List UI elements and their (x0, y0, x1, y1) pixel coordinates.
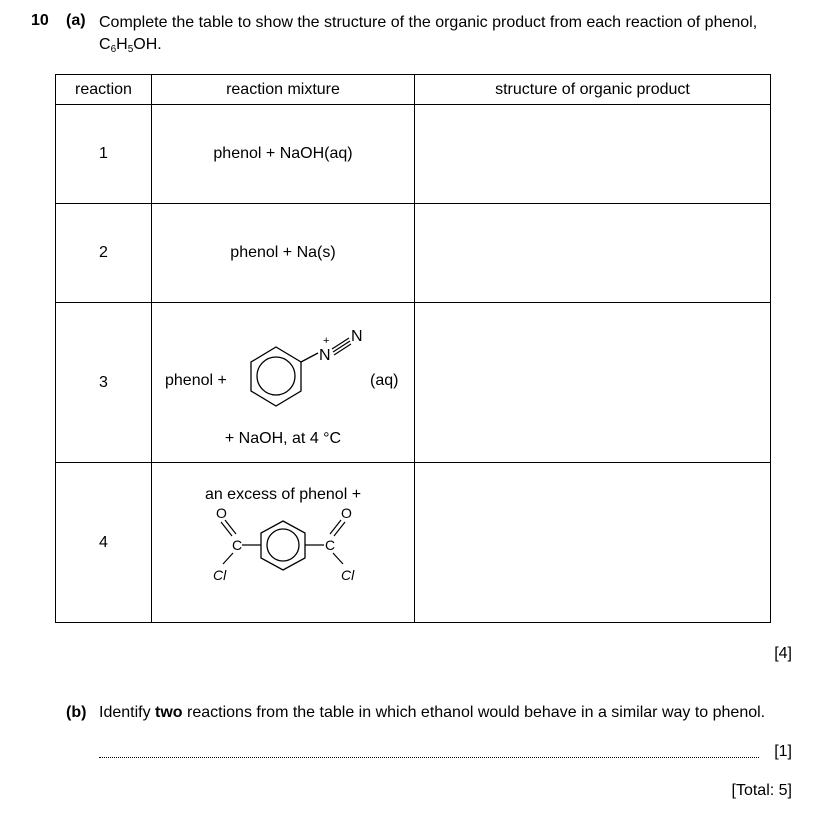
reaction-number: 3 (56, 303, 152, 463)
header-reaction-mixture: reaction mixture (152, 75, 415, 105)
reaction-number: 2 (56, 204, 152, 303)
part-a-instruction: Complete the table to show the structure of the organic product from each reaction of phenol, (99, 14, 758, 31)
table-row (56, 463, 771, 623)
table-row (56, 204, 771, 303)
part-a-label: (a) (66, 12, 86, 29)
table-row (56, 105, 771, 204)
carbonyl-double-bond-left (221, 522, 232, 536)
part-b-text (99, 704, 765, 722)
diazonium-charge: + (323, 335, 330, 347)
part-b-text-before: Identify (99, 704, 156, 721)
oxygen-left: O (216, 505, 227, 521)
carbonyl-double-bond-left (225, 520, 236, 534)
answer-cell[interactable] (415, 204, 771, 303)
diazonium-n-end: N (351, 328, 363, 345)
formula-h-sub: 5 (127, 44, 134, 55)
question-number: 10 (31, 12, 49, 29)
chlorine-left: Cl (213, 567, 227, 583)
acyl-chloride-mixture-diagram (152, 463, 414, 622)
formula-c-sub: 6 (110, 44, 117, 55)
phenol-plus-text: phenol + (165, 372, 227, 389)
part-b-label: (b) (66, 704, 87, 721)
reaction-number: 4 (56, 463, 152, 623)
table-row (56, 303, 771, 463)
aq-text: (aq) (370, 372, 399, 389)
part-a-text (99, 12, 819, 56)
formula-h: H (116, 36, 128, 53)
reaction-table (55, 74, 771, 623)
c-n-bond (301, 353, 318, 362)
answer-cell[interactable] (415, 463, 771, 623)
oxygen-right: O (341, 505, 352, 521)
answer-cell[interactable] (415, 303, 771, 463)
reaction-mixture (152, 303, 415, 463)
diazonium-mixture-diagram (152, 303, 414, 462)
total-marks: [Total: 5] (731, 782, 792, 799)
benzene-aromatic-circle (257, 357, 295, 395)
reaction-mixture (152, 463, 415, 623)
c-cl-bond-right (333, 553, 343, 564)
part-b-text-bold: two (155, 704, 183, 721)
diazonium-n-plus: N (319, 347, 331, 364)
reaction-mixture: phenol + NaOH(aq) (152, 105, 415, 204)
excess-phenol-text: an excess of phenol + (204, 486, 362, 503)
header-structure: structure of organic product (415, 75, 771, 105)
carbonyl-double-bond-right (330, 520, 341, 534)
c-cl-bond-left (223, 553, 233, 564)
carbonyl-double-bond-right (334, 522, 345, 536)
naoh-condition-text: + NaOH, at 4 °C (224, 430, 342, 447)
formula-c: C (99, 36, 111, 53)
phenol-formula (99, 36, 162, 53)
carbon-right: C (325, 537, 336, 553)
part-b-text-after: reactions from the table in which ethanol would behave in a similar way to phenol. (182, 704, 766, 721)
table-header-row (56, 75, 771, 105)
chlorine-right: Cl (341, 567, 355, 583)
benzene-ring (251, 347, 301, 406)
reaction-mixture: phenol + Na(s) (152, 204, 415, 303)
header-reaction: reaction (56, 75, 152, 105)
formula-oh: OH. (133, 36, 162, 53)
answer-cell[interactable] (415, 105, 771, 204)
benzene-aromatic-circle (267, 529, 299, 561)
part-a-marks: [4] (774, 645, 792, 662)
reaction-number: 1 (56, 105, 152, 204)
part-b-answer-line[interactable] (99, 757, 759, 758)
carbon-left: C (232, 537, 243, 553)
part-b-marks: [1] (774, 743, 792, 760)
